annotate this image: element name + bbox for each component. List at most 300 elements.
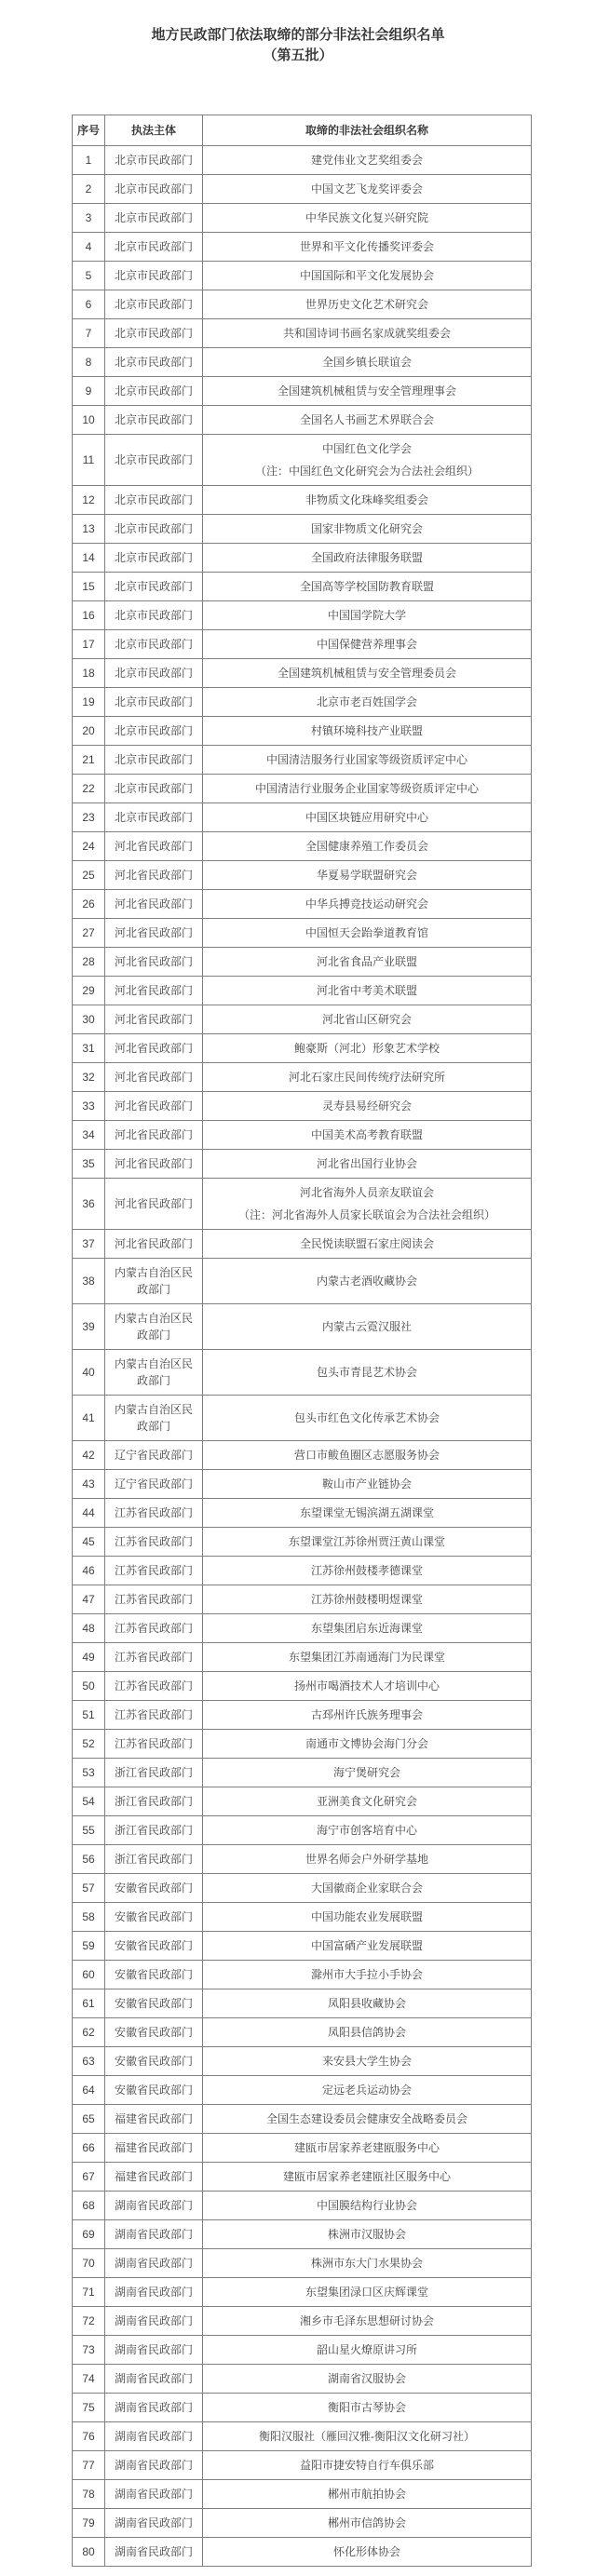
cell-enforcement-agency: 安徽省民政部门 <box>105 1874 203 1903</box>
cell-organization-name <box>203 1350 532 1396</box>
organization-name-text: 全民悦读联盟石家庄阅读会 <box>299 1237 434 1250</box>
organization-name-text: 中国文艺飞龙奖评委会 <box>310 182 423 196</box>
organization-name-text: 凤阳县收藏协会 <box>327 1997 406 2010</box>
cell-enforcement-agency: 浙江省民政部门 <box>105 1845 203 1874</box>
page-title-line2: （第五批） <box>263 47 333 63</box>
organization-name-text: 中国功能农业发展联盟 <box>310 1910 423 1923</box>
cell-serial-number: 66 <box>73 2134 105 2163</box>
organization-name-text: 中国美术高考教育联盟 <box>310 1128 423 1141</box>
table-row <box>73 1585 532 1614</box>
organization-name-text: 鞍山市产业链协会 <box>321 1477 412 1490</box>
organization-name-text: 株洲市东大门水果协会 <box>310 2257 423 2270</box>
legal-org-note-text: （注：中国红色文化研究会为合法社会组织） <box>254 465 479 478</box>
cell-organization-name <box>203 688 532 717</box>
table-row <box>73 1614 532 1643</box>
cell-organization-name <box>203 406 532 435</box>
organization-name-text: 建瓯市居家养老建瓯社区服务中心 <box>282 2170 451 2183</box>
cell-enforcement-agency: 北京市民政部门 <box>105 348 203 377</box>
cell-serial-number: 22 <box>73 775 105 803</box>
cell-enforcement-agency: 河北省民政部门 <box>105 861 203 890</box>
cell-organization-name <box>203 146 532 175</box>
cell-organization-name <box>203 2422 532 2451</box>
organization-name-text: 扬州市喝酒技术人才培训中心 <box>293 1679 440 1693</box>
cell-serial-number: 14 <box>73 544 105 573</box>
cell-serial-number: 70 <box>73 2249 105 2278</box>
table-row <box>73 746 532 775</box>
cell-enforcement-agency: 湖南省民政部门 <box>105 2538 203 2567</box>
organization-name-text: 定远老兵运动协会 <box>321 2084 412 2097</box>
cell-organization-name <box>203 1903 532 1932</box>
organization-name-text: 全国健康养殖工作委员会 <box>305 840 428 853</box>
cell-organization-name <box>203 1441 532 1470</box>
organization-name-text: 世界历史文化艺术研究会 <box>305 298 428 311</box>
cell-enforcement-agency: 浙江省民政部门 <box>105 1787 203 1816</box>
cell-organization-name <box>203 977 532 1005</box>
organization-name-text: 河北省出国行业协会 <box>316 1157 417 1170</box>
cell-enforcement-agency: 江苏省民政部门 <box>105 1499 203 1528</box>
cell-organization-name <box>203 573 532 601</box>
cell-enforcement-agency: 河北省民政部门 <box>105 832 203 861</box>
table-row <box>73 1874 532 1903</box>
legal-org-note-text: （注：河北省海外人员家长联谊会为合法社会组织） <box>237 1208 495 1221</box>
cell-enforcement-agency: 河北省民政部门 <box>105 977 203 1005</box>
cell-serial-number: 65 <box>73 2105 105 2134</box>
cell-organization-name <box>203 2307 532 2336</box>
organization-name-text: 古邳州许氏族务理事会 <box>310 1708 423 1721</box>
table-row <box>73 1150 532 1179</box>
cell-serial-number: 7 <box>73 319 105 348</box>
cell-organization-name <box>203 1701 532 1730</box>
table-row <box>73 262 532 290</box>
organization-name-text: 中国富硒产业发展联盟 <box>310 1939 423 1952</box>
table-row <box>73 1528 532 1557</box>
table-row <box>73 2365 532 2394</box>
page-title-line1: 地方民政部门依法取缔的部分非法社会组织名单 <box>151 27 445 43</box>
organization-name-text: 东望集团启东近海课堂 <box>310 1622 423 1635</box>
table-row <box>73 601 532 630</box>
cell-organization-name <box>203 919 532 948</box>
organization-name-text: 江苏徐州鼓楼明煜课堂 <box>310 1593 423 1606</box>
table-row <box>73 2394 532 2422</box>
organization-name-text: 东望集团江苏南通海门为民课堂 <box>288 1651 445 1664</box>
table-row <box>73 1759 532 1787</box>
cell-organization-name <box>203 1932 532 1961</box>
table-row <box>73 146 532 175</box>
cell-enforcement-agency: 河北省民政部门 <box>105 1063 203 1092</box>
table-row <box>73 1350 532 1396</box>
cell-organization-name <box>203 1259 532 1304</box>
cell-enforcement-agency: 北京市民政部门 <box>105 377 203 406</box>
organization-name-text: 湖南省汉服协会 <box>327 2372 406 2385</box>
organization-name-text: 中国红色文化学会 <box>321 442 412 455</box>
table-header-row <box>73 115 532 146</box>
table-row <box>73 1063 532 1092</box>
table-row <box>73 486 532 515</box>
cell-serial-number: 40 <box>73 1350 105 1396</box>
organization-name-text: 包头市青昆艺术协会 <box>316 1366 417 1379</box>
cell-enforcement-agency: 河北省民政部门 <box>105 890 203 919</box>
column-header-org-name: 取缔的非法社会组织名称 <box>203 115 532 146</box>
cell-organization-name <box>203 2192 532 2220</box>
organization-name-text: 共和国诗词书画名家成就奖组委会 <box>282 327 451 340</box>
table-row <box>73 2538 532 2567</box>
table-row <box>73 1230 532 1259</box>
cell-enforcement-agency: 北京市民政部门 <box>105 601 203 630</box>
cell-serial-number: 68 <box>73 2192 105 2220</box>
cell-organization-name <box>203 1121 532 1150</box>
organization-name-text: 海宁市创客培育中心 <box>316 1824 417 1837</box>
cell-organization-name <box>203 2365 532 2394</box>
organization-name-text: 灵寿县易经研究会 <box>321 1099 412 1113</box>
cell-serial-number: 69 <box>73 2220 105 2249</box>
table-row <box>73 1005 532 1034</box>
cell-serial-number: 18 <box>73 659 105 688</box>
cell-serial-number: 67 <box>73 2163 105 2192</box>
cell-organization-name <box>203 1874 532 1903</box>
organization-name-text: 全国高等学校国防教育联盟 <box>299 580 434 593</box>
cell-enforcement-agency: 内蒙古自治区民政部门 <box>105 1350 203 1396</box>
cell-enforcement-agency: 北京市民政部门 <box>105 717 203 746</box>
table-row <box>73 319 532 348</box>
cell-enforcement-agency: 北京市民政部门 <box>105 746 203 775</box>
cell-serial-number: 2 <box>73 175 105 204</box>
cell-enforcement-agency: 北京市民政部门 <box>105 319 203 348</box>
cell-serial-number: 44 <box>73 1499 105 1528</box>
cell-enforcement-agency: 安徽省民政部门 <box>105 2076 203 2105</box>
cell-serial-number: 45 <box>73 1528 105 1557</box>
table-row <box>73 2249 532 2278</box>
organization-name-text: 中国清洁服务行业国家等级资质评定中心 <box>265 753 467 766</box>
organization-name-text: 大国徽商企业家联合会 <box>310 1881 423 1895</box>
cell-serial-number: 73 <box>73 2336 105 2365</box>
organization-name-text: 来安县大学生协会 <box>321 2055 412 2068</box>
organization-name-text: 郴州市航拍协会 <box>327 2488 406 2501</box>
cell-enforcement-agency: 安徽省民政部门 <box>105 2018 203 2047</box>
organization-name-text: 北京市老百姓国学会 <box>316 695 417 708</box>
cell-serial-number: 47 <box>73 1585 105 1614</box>
table-row <box>73 775 532 803</box>
organization-name-text: 世界和平文化传播奖评委会 <box>299 240 434 253</box>
table-row <box>73 1121 532 1150</box>
cell-enforcement-agency: 北京市民政部门 <box>105 630 203 659</box>
table-row <box>73 1932 532 1961</box>
cell-organization-name <box>203 1672 532 1701</box>
cell-serial-number: 62 <box>73 2018 105 2047</box>
cell-organization-name <box>203 1787 532 1816</box>
cell-enforcement-agency: 北京市民政部门 <box>105 406 203 435</box>
organization-name-text: 中国保健营养理事会 <box>316 638 417 651</box>
cell-organization-name <box>203 290 532 319</box>
table-row <box>73 435 532 486</box>
cell-organization-name <box>203 1499 532 1528</box>
organization-name-text: 株洲市汉服协会 <box>327 2228 406 2241</box>
cell-serial-number: 3 <box>73 204 105 233</box>
table-row <box>73 717 532 746</box>
cell-serial-number: 25 <box>73 861 105 890</box>
cell-enforcement-agency: 北京市民政部门 <box>105 515 203 544</box>
cell-serial-number: 54 <box>73 1787 105 1816</box>
cell-organization-name <box>203 2249 532 2278</box>
organization-name-text: 凤阳县信鸽协会 <box>327 2026 406 2039</box>
cell-enforcement-agency: 内蒙古自治区民政部门 <box>105 1304 203 1350</box>
cell-serial-number: 12 <box>73 486 105 515</box>
cell-organization-name <box>203 1961 532 1989</box>
table-row <box>73 1092 532 1121</box>
cell-organization-name <box>203 1585 532 1614</box>
cell-serial-number: 43 <box>73 1470 105 1499</box>
table-row <box>73 1034 532 1063</box>
cell-organization-name <box>203 601 532 630</box>
table-row <box>73 1989 532 2018</box>
table-row <box>73 688 532 717</box>
cell-serial-number: 9 <box>73 377 105 406</box>
organization-name-text: 非物质文化珠峰奖组委会 <box>305 493 428 506</box>
organization-name-text: 全国名人书画艺术界联合会 <box>299 413 434 426</box>
cell-enforcement-agency: 辽宁省民政部门 <box>105 1441 203 1470</box>
cell-serial-number: 23 <box>73 803 105 832</box>
cell-enforcement-agency: 北京市民政部门 <box>105 175 203 204</box>
organization-name-text: 世界名师会户外研学基地 <box>305 1853 428 1866</box>
cell-enforcement-agency: 河北省民政部门 <box>105 948 203 977</box>
cell-enforcement-agency: 福建省民政部门 <box>105 2105 203 2134</box>
table-row <box>73 890 532 919</box>
table-row <box>73 573 532 601</box>
cell-organization-name <box>203 204 532 233</box>
cell-organization-name <box>203 803 532 832</box>
cell-serial-number: 58 <box>73 1903 105 1932</box>
cell-serial-number: 77 <box>73 2451 105 2480</box>
cell-enforcement-agency: 湖南省民政部门 <box>105 2422 203 2451</box>
cell-enforcement-agency: 北京市民政部门 <box>105 204 203 233</box>
cell-serial-number: 33 <box>73 1092 105 1121</box>
organization-name-text: 中国清洁行业服务企业国家等级资质评定中心 <box>254 782 479 795</box>
cell-organization-name <box>203 1643 532 1672</box>
cell-enforcement-agency: 江苏省民政部门 <box>105 1585 203 1614</box>
organization-name-text: 华夏易学联盟研究会 <box>316 869 417 882</box>
cell-organization-name <box>203 1150 532 1179</box>
organization-name-text: 湘乡市毛泽东思想研讨协会 <box>299 2314 434 2327</box>
cell-serial-number: 4 <box>73 233 105 262</box>
cell-enforcement-agency: 江苏省民政部门 <box>105 1614 203 1643</box>
table-row <box>73 2018 532 2047</box>
cell-enforcement-agency: 河北省民政部门 <box>105 1034 203 1063</box>
table-row <box>73 2105 532 2134</box>
table-row <box>73 832 532 861</box>
cell-serial-number: 26 <box>73 890 105 919</box>
column-header-serial: 序号 <box>73 115 105 146</box>
table-row <box>73 977 532 1005</box>
table-row <box>73 1903 532 1932</box>
cell-serial-number: 41 <box>73 1396 105 1441</box>
cell-enforcement-agency: 安徽省民政部门 <box>105 1932 203 1961</box>
cell-organization-name <box>203 1470 532 1499</box>
cell-organization-name <box>203 2480 532 2509</box>
cell-organization-name <box>203 2278 532 2307</box>
organization-name-text: 河北省海外人员亲友联谊会 <box>299 1186 434 1199</box>
cell-serial-number: 36 <box>73 1179 105 1230</box>
cell-enforcement-agency: 北京市民政部门 <box>105 803 203 832</box>
cell-serial-number: 60 <box>73 1961 105 1989</box>
cell-serial-number: 31 <box>73 1034 105 1063</box>
cell-enforcement-agency: 河北省民政部门 <box>105 1150 203 1179</box>
cell-serial-number: 52 <box>73 1730 105 1759</box>
organization-name-text: 全国建筑机械租赁与安全管理委员会 <box>277 667 456 680</box>
cell-serial-number: 79 <box>73 2509 105 2538</box>
table-row <box>73 2134 532 2163</box>
cell-organization-name <box>203 1304 532 1350</box>
cell-enforcement-agency: 湖南省民政部门 <box>105 2307 203 2336</box>
cell-enforcement-agency: 江苏省民政部门 <box>105 1701 203 1730</box>
cell-enforcement-agency: 湖南省民政部门 <box>105 2365 203 2394</box>
cell-enforcement-agency: 内蒙古自治区民政部门 <box>105 1259 203 1304</box>
cell-organization-name <box>203 2105 532 2134</box>
organization-name-text: 国家非物质文化研究会 <box>310 522 423 535</box>
organization-name-text: 内蒙古老酒收藏协会 <box>316 1275 417 1288</box>
cell-serial-number: 80 <box>73 2538 105 2567</box>
organization-name-text: 益阳市捷安特自行车俱乐部 <box>299 2459 434 2472</box>
cell-organization-name <box>203 1092 532 1121</box>
cell-enforcement-agency: 江苏省民政部门 <box>105 1643 203 1672</box>
cell-enforcement-agency: 安徽省民政部门 <box>105 2047 203 2076</box>
cell-serial-number: 74 <box>73 2365 105 2394</box>
cell-serial-number: 15 <box>73 573 105 601</box>
table-body <box>73 146 532 2567</box>
cell-serial-number: 48 <box>73 1614 105 1643</box>
cell-enforcement-agency: 北京市民政部门 <box>105 659 203 688</box>
organization-name-text: 衡阳市古琴协会 <box>327 2401 406 2414</box>
cell-serial-number: 24 <box>73 832 105 861</box>
cell-serial-number: 57 <box>73 1874 105 1903</box>
cell-enforcement-agency: 河北省民政部门 <box>105 1179 203 1230</box>
cell-organization-name <box>203 515 532 544</box>
cell-organization-name <box>203 2394 532 2422</box>
cell-enforcement-agency: 江苏省民政部门 <box>105 1528 203 1557</box>
cell-enforcement-agency: 河北省民政部门 <box>105 1230 203 1259</box>
table-row <box>73 2047 532 2076</box>
cell-organization-name <box>203 1230 532 1259</box>
organization-name-text: 河北省山区研究会 <box>321 1013 412 1026</box>
cell-organization-name <box>203 746 532 775</box>
cell-serial-number: 13 <box>73 515 105 544</box>
cell-serial-number: 56 <box>73 1845 105 1874</box>
cell-serial-number: 78 <box>73 2480 105 2509</box>
table-row <box>73 2451 532 2480</box>
cell-enforcement-agency: 江苏省民政部门 <box>105 1557 203 1585</box>
cell-serial-number: 64 <box>73 2076 105 2105</box>
cell-enforcement-agency: 湖南省民政部门 <box>105 2220 203 2249</box>
organization-name-text: 中国膜结构行业协会 <box>316 2199 417 2212</box>
table-row <box>73 544 532 573</box>
organization-name-text: 中华兵搏竞技运动研究会 <box>305 897 428 910</box>
cell-enforcement-agency: 安徽省民政部门 <box>105 1989 203 2018</box>
cell-enforcement-agency: 湖南省民政部门 <box>105 2249 203 2278</box>
cell-serial-number: 32 <box>73 1063 105 1092</box>
cell-enforcement-agency: 湖南省民政部门 <box>105 2278 203 2307</box>
cell-enforcement-agency: 北京市民政部门 <box>105 775 203 803</box>
organization-name-text: 全国政府法律服务联盟 <box>310 551 423 564</box>
cell-serial-number: 30 <box>73 1005 105 1034</box>
table-row <box>73 1816 532 1845</box>
organization-name-text: 东望课堂江苏徐州贾汪黄山课堂 <box>288 1535 445 1548</box>
cell-organization-name <box>203 2047 532 2076</box>
cell-enforcement-agency: 内蒙古自治区民政部门 <box>105 1396 203 1441</box>
cell-serial-number: 76 <box>73 2422 105 2451</box>
cell-organization-name <box>203 1034 532 1063</box>
table-row <box>73 630 532 659</box>
cell-enforcement-agency: 浙江省民政部门 <box>105 1816 203 1845</box>
cell-serial-number: 55 <box>73 1816 105 1845</box>
cell-organization-name <box>203 1179 532 1230</box>
table-row <box>73 1470 532 1499</box>
cell-serial-number: 1 <box>73 146 105 175</box>
cell-enforcement-agency: 北京市民政部门 <box>105 290 203 319</box>
table-row <box>73 1179 532 1230</box>
cell-organization-name <box>203 2509 532 2538</box>
organization-name-text: 江苏徐州鼓楼孝德课堂 <box>310 1564 423 1577</box>
table-row <box>73 2278 532 2307</box>
cell-organization-name <box>203 2451 532 2480</box>
table-row <box>73 204 532 233</box>
cell-enforcement-agency: 湖南省民政部门 <box>105 2394 203 2422</box>
cell-organization-name <box>203 948 532 977</box>
table-row <box>73 1845 532 1874</box>
cell-serial-number: 72 <box>73 2307 105 2336</box>
table-row <box>73 1787 532 1816</box>
cell-serial-number: 8 <box>73 348 105 377</box>
cell-enforcement-agency: 北京市民政部门 <box>105 573 203 601</box>
cell-serial-number: 28 <box>73 948 105 977</box>
cell-organization-name <box>203 775 532 803</box>
cell-enforcement-agency: 福建省民政部门 <box>105 2163 203 2192</box>
organization-name-text: 中国恒天会跆拳道教育馆 <box>305 926 428 939</box>
table-row <box>73 1259 532 1304</box>
cell-organization-name <box>203 861 532 890</box>
table-row <box>73 948 532 977</box>
table-row <box>73 2307 532 2336</box>
cell-enforcement-agency: 湖南省民政部门 <box>105 2509 203 2538</box>
cell-enforcement-agency: 浙江省民政部门 <box>105 1759 203 1787</box>
table-row <box>73 2509 532 2538</box>
cell-organization-name <box>203 2163 532 2192</box>
cell-serial-number: 29 <box>73 977 105 1005</box>
cell-serial-number: 63 <box>73 2047 105 2076</box>
cell-organization-name <box>203 377 532 406</box>
cell-serial-number: 38 <box>73 1259 105 1304</box>
table-row <box>73 861 532 890</box>
table-row <box>73 803 532 832</box>
organization-name-text: 营口市鲅鱼圈区志愿服务协会 <box>293 1449 440 1462</box>
cell-enforcement-agency: 北京市民政部门 <box>105 233 203 262</box>
cell-enforcement-agency: 北京市民政部门 <box>105 688 203 717</box>
table-row <box>73 2192 532 2220</box>
table-row <box>73 1557 532 1585</box>
organization-name-text: 包头市红色文化传承艺术协会 <box>293 1411 440 1424</box>
column-header-agency: 执法主体 <box>105 115 203 146</box>
table-row <box>73 2163 532 2192</box>
table-row <box>73 2076 532 2105</box>
cell-serial-number: 35 <box>73 1150 105 1179</box>
cell-enforcement-agency: 辽宁省民政部门 <box>105 1470 203 1499</box>
cell-organization-name <box>203 832 532 861</box>
organization-name-text: 东望集团渌口区庆辉课堂 <box>305 2286 428 2299</box>
cell-organization-name <box>203 2134 532 2163</box>
cell-organization-name <box>203 1989 532 2018</box>
cell-enforcement-agency: 河北省民政部门 <box>105 1005 203 1034</box>
organization-name-text: 内蒙古云霓汉服社 <box>321 1320 412 1333</box>
cell-enforcement-agency: 北京市民政部门 <box>105 486 203 515</box>
organization-name-text: 建党伟业文艺奖组委会 <box>310 154 423 167</box>
cell-organization-name <box>203 2076 532 2105</box>
